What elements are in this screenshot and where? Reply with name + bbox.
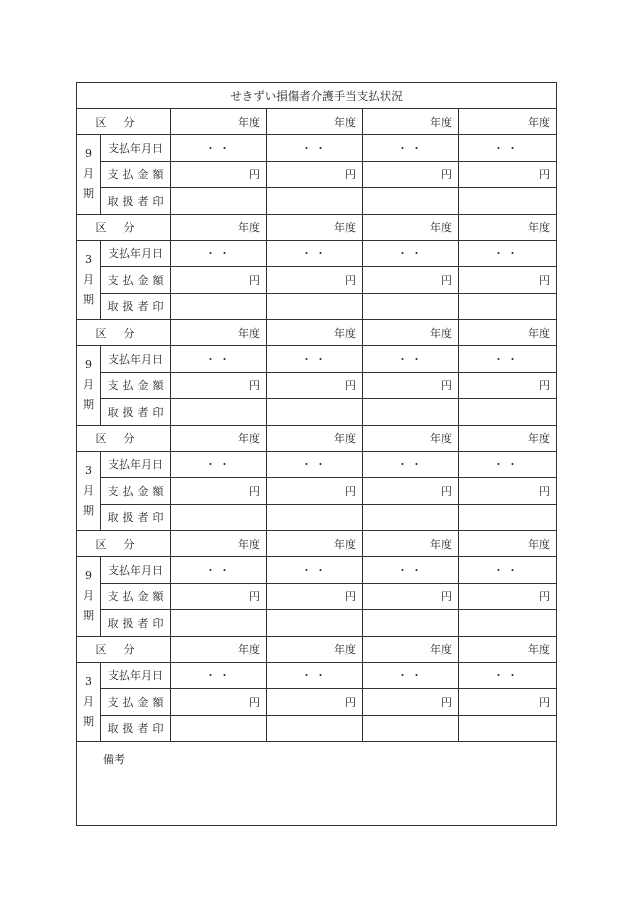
payment-amount-field[interactable] [363, 689, 459, 715]
payment-amount-field[interactable] [363, 267, 459, 293]
period-char: 月 [83, 483, 94, 497]
payment-amount-label: 支払金額 [101, 373, 171, 399]
date-separator: ・ [507, 352, 518, 366]
date-separator: ・ [315, 141, 326, 155]
date-separator: ・ [205, 141, 216, 155]
date-separator: ・ [507, 458, 518, 472]
handler-seal-field[interactable] [171, 294, 267, 320]
handler-seal-field[interactable] [267, 505, 363, 531]
kubun-label [77, 531, 171, 556]
handler-seal-row [101, 610, 556, 637]
payment-amount-row [101, 584, 556, 611]
payment-date-field[interactable] [459, 663, 556, 689]
payment-date-field[interactable] [171, 241, 267, 267]
handler-seal-label: 取扱者印 [101, 716, 171, 742]
handler-seal-field[interactable] [459, 399, 556, 425]
period-char: 月 [83, 272, 94, 286]
payment-date-field[interactable] [459, 452, 556, 478]
date-separator: ・ [493, 458, 504, 472]
date-separator: ・ [411, 563, 422, 577]
fiscal-year-cell: 年度 [267, 531, 363, 556]
handler-seal-field[interactable] [171, 188, 267, 214]
kubun-char: 区 [95, 326, 107, 340]
date-separator: ・ [397, 352, 408, 366]
payment-date-field[interactable] [459, 241, 556, 267]
payment-date-field[interactable] [171, 346, 267, 372]
fiscal-year-cell: 年度 [171, 531, 267, 556]
yen-unit: 円 [345, 484, 356, 498]
payment-amount-field[interactable] [363, 478, 459, 504]
yen-unit: 円 [249, 484, 260, 498]
date-separator: ・ [205, 669, 216, 683]
payment-amount-label: 支払金額 [101, 267, 171, 293]
period-char: 9 [85, 147, 92, 161]
yen-unit: 円 [249, 379, 260, 393]
payment-amount-field[interactable] [459, 478, 556, 504]
period-char: 3 [85, 463, 92, 477]
period-char: 期 [83, 714, 94, 728]
payment-amount-field[interactable] [267, 478, 363, 504]
payment-amount-field[interactable] [459, 584, 556, 610]
handler-seal-field[interactable] [267, 188, 363, 214]
period-label [77, 346, 101, 426]
handler-seal-field[interactable] [363, 188, 459, 214]
fiscal-year-cell: 年度 [363, 637, 459, 662]
kubun-char: 区 [95, 115, 107, 129]
date-separator: ・ [205, 563, 216, 577]
handler-seal-label: 取扱者印 [101, 188, 171, 214]
payment-date-field[interactable] [267, 346, 363, 372]
kubun-label [77, 426, 171, 451]
payment-date-field[interactable] [267, 663, 363, 689]
payment-amount-field[interactable] [459, 373, 556, 399]
payment-amount-field[interactable] [363, 584, 459, 610]
handler-seal-row [101, 188, 556, 215]
fiscal-year-cell: 年度 [363, 109, 459, 134]
yen-unit: 円 [539, 168, 550, 182]
payment-date-field[interactable] [171, 135, 267, 161]
date-separator: ・ [301, 141, 312, 155]
payment-date-label: 支払年月日 [101, 135, 171, 161]
yen-unit: 円 [539, 484, 550, 498]
payment-amount-field[interactable] [267, 162, 363, 188]
yen-unit: 円 [539, 273, 550, 287]
payment-amount-row [101, 689, 556, 716]
handler-seal-row [101, 716, 556, 743]
date-separator: ・ [301, 352, 312, 366]
handler-seal-row [101, 294, 556, 321]
payment-amount-field[interactable] [267, 267, 363, 293]
date-separator: ・ [301, 458, 312, 472]
yen-unit: 円 [249, 168, 260, 182]
period-char: 9 [85, 569, 92, 583]
date-separator: ・ [397, 563, 408, 577]
kubun-char: 分 [123, 643, 135, 656]
payment-amount-field[interactable] [171, 267, 267, 293]
yen-unit: 円 [441, 590, 452, 604]
payment-amount-field[interactable] [459, 162, 556, 188]
period-char: 月 [83, 589, 94, 603]
kubun-label [77, 215, 171, 240]
kubun-char: 分 [123, 221, 135, 234]
date-separator: ・ [493, 352, 504, 366]
kubun-char: 分 [123, 326, 135, 340]
handler-seal-field[interactable] [459, 610, 556, 636]
yen-unit: 円 [441, 168, 452, 182]
payment-amount-field[interactable] [171, 162, 267, 188]
fiscal-year-cell: 年度 [528, 221, 550, 234]
date-separator: ・ [493, 669, 504, 683]
handler-seal-field[interactable] [171, 610, 267, 636]
yen-unit: 円 [345, 273, 356, 287]
date-separator: ・ [411, 458, 422, 472]
handler-seal-field[interactable] [267, 399, 363, 425]
period-label [77, 663, 101, 743]
date-separator: ・ [507, 141, 518, 155]
fiscal-year-cell: 年度 [528, 537, 550, 551]
payment-date-row [101, 557, 556, 584]
date-separator: ・ [493, 141, 504, 155]
yen-unit: 円 [539, 695, 550, 709]
handler-seal-field[interactable] [459, 294, 556, 320]
payment-date-field[interactable] [171, 557, 267, 583]
period-char: 3 [85, 674, 92, 688]
payment-amount-label: 支払金額 [101, 689, 171, 715]
payment-amount-label: 支払金額 [101, 584, 171, 610]
date-separator: ・ [411, 669, 422, 683]
fiscal-year-cell: 年度 [363, 320, 459, 345]
date-separator: ・ [219, 352, 230, 366]
payment-date-field[interactable] [459, 346, 556, 372]
form-title: せきずい損傷者介護手当支払状況 [230, 88, 403, 103]
fiscal-year-header-row [77, 320, 556, 346]
date-separator: ・ [507, 247, 518, 261]
payment-date-field[interactable] [171, 452, 267, 478]
kubun-char: 分 [123, 115, 135, 129]
payment-date-field[interactable] [459, 135, 556, 161]
handler-seal-field[interactable] [363, 505, 459, 531]
handler-seal-row [101, 505, 556, 532]
payment-amount-row [101, 478, 556, 505]
handler-seal-label: 取扱者印 [101, 505, 171, 531]
handler-seal-field[interactable] [363, 610, 459, 636]
handler-seal-field[interactable] [459, 716, 556, 742]
yen-unit: 円 [345, 695, 356, 709]
yen-unit: 円 [345, 379, 356, 393]
date-separator: ・ [315, 247, 326, 261]
payment-amount-label: 支払金額 [101, 478, 171, 504]
fiscal-year-cell: 年度 [528, 326, 550, 340]
handler-seal-field[interactable] [267, 610, 363, 636]
date-separator: ・ [205, 247, 216, 261]
payment-date-label: 支払年月日 [101, 241, 171, 267]
yen-unit: 円 [249, 590, 260, 604]
yen-unit: 円 [441, 484, 452, 498]
payment-amount-field[interactable] [171, 478, 267, 504]
payment-date-label: 支払年月日 [101, 346, 171, 372]
fiscal-year-cell: 年度 [267, 320, 363, 345]
date-separator: ・ [219, 563, 230, 577]
date-separator: ・ [493, 247, 504, 261]
date-separator: ・ [315, 669, 326, 683]
payment-amount-field[interactable] [171, 373, 267, 399]
payment-date-field[interactable] [267, 135, 363, 161]
payment-amount-field[interactable] [363, 373, 459, 399]
payment-date-field[interactable] [267, 241, 363, 267]
date-separator: ・ [507, 563, 518, 577]
fiscal-year-cell: 年度 [363, 426, 459, 451]
date-separator: ・ [397, 141, 408, 155]
handler-seal-field[interactable] [267, 716, 363, 742]
fiscal-year-cell: 年度 [363, 531, 459, 556]
handler-seal-label: 取扱者印 [101, 610, 171, 636]
period-char: 期 [83, 187, 94, 201]
payment-date-row [101, 135, 556, 162]
date-separator: ・ [411, 352, 422, 366]
payment-amount-field[interactable] [459, 267, 556, 293]
form-title-row [77, 83, 556, 109]
payment-date-row [101, 663, 556, 690]
date-separator: ・ [205, 352, 216, 366]
kubun-label [77, 637, 171, 662]
period-char: 月 [83, 694, 94, 708]
payment-date-label: 支払年月日 [101, 663, 171, 689]
date-separator: ・ [219, 669, 230, 683]
payment-date-field[interactable] [363, 452, 459, 478]
payment-date-field[interactable] [171, 663, 267, 689]
period-label [77, 452, 101, 532]
date-separator: ・ [493, 563, 504, 577]
fiscal-year-header-row [77, 531, 556, 557]
handler-seal-field[interactable] [171, 505, 267, 531]
date-separator: ・ [315, 563, 326, 577]
handler-seal-label: 取扱者印 [101, 294, 171, 320]
date-separator: ・ [301, 247, 312, 261]
fiscal-year-cell: 年度 [528, 115, 550, 129]
payment-amount-field[interactable] [171, 584, 267, 610]
handler-seal-field[interactable] [171, 716, 267, 742]
payment-amount-row [101, 267, 556, 294]
handler-seal-row [101, 399, 556, 426]
fiscal-year-cell: 年度 [171, 215, 267, 240]
fiscal-year-header-row [77, 637, 556, 663]
payment-date-field[interactable] [363, 663, 459, 689]
remarks-area[interactable] [77, 742, 556, 825]
period-label [77, 135, 101, 215]
date-separator: ・ [397, 669, 408, 683]
kubun-char: 分 [123, 432, 135, 445]
payment-date-field[interactable] [267, 452, 363, 478]
payment-date-field[interactable] [267, 557, 363, 583]
kubun-char: 区 [95, 221, 107, 234]
yen-unit: 円 [539, 379, 550, 393]
period-char: 期 [83, 609, 94, 623]
payment-date-label: 支払年月日 [101, 557, 171, 583]
payment-date-field[interactable] [459, 557, 556, 583]
payment-amount-field[interactable] [459, 689, 556, 715]
period-label [77, 557, 101, 637]
fiscal-year-header-row [77, 426, 556, 452]
date-separator: ・ [411, 141, 422, 155]
handler-seal-field[interactable] [363, 399, 459, 425]
fiscal-year-cell: 年度 [528, 643, 550, 656]
payment-amount-field[interactable] [267, 689, 363, 715]
handler-seal-field[interactable] [459, 188, 556, 214]
payment-amount-row [101, 373, 556, 400]
fiscal-year-cell: 年度 [171, 426, 267, 451]
yen-unit: 円 [441, 379, 452, 393]
payment-date-row [101, 452, 556, 479]
payment-amount-field[interactable] [267, 584, 363, 610]
date-separator: ・ [315, 352, 326, 366]
payment-amount-field[interactable] [363, 162, 459, 188]
payment-amount-label: 支払金額 [101, 162, 171, 188]
payment-status-form [76, 82, 557, 826]
fiscal-year-cell: 年度 [171, 637, 267, 662]
date-separator: ・ [397, 247, 408, 261]
kubun-label [77, 109, 171, 134]
payment-amount-field[interactable] [267, 373, 363, 399]
period-char: 3 [85, 252, 92, 266]
handler-seal-field[interactable] [267, 294, 363, 320]
fiscal-year-cell: 年度 [171, 320, 267, 345]
fiscal-year-cell: 年度 [171, 109, 267, 134]
yen-unit: 円 [249, 695, 260, 709]
kubun-label [77, 320, 171, 345]
date-separator: ・ [219, 141, 230, 155]
date-separator: ・ [397, 458, 408, 472]
yen-unit: 円 [345, 590, 356, 604]
payment-date-row [101, 241, 556, 268]
period-char: 期 [83, 292, 94, 306]
payment-amount-field[interactable] [171, 689, 267, 715]
payment-date-label: 支払年月日 [101, 452, 171, 478]
date-separator: ・ [315, 458, 326, 472]
fiscal-year-cell: 年度 [363, 215, 459, 240]
date-separator: ・ [219, 458, 230, 472]
yen-unit: 円 [345, 168, 356, 182]
remarks-label: 備考 [103, 753, 125, 766]
payment-date-field[interactable] [363, 241, 459, 267]
kubun-char: 分 [123, 537, 135, 551]
yen-unit: 円 [539, 590, 550, 604]
period-char: 9 [85, 358, 92, 372]
kubun-char: 区 [95, 643, 107, 656]
date-separator: ・ [219, 247, 230, 261]
fiscal-year-cell: 年度 [267, 215, 363, 240]
yen-unit: 円 [441, 273, 452, 287]
fiscal-year-cell: 年度 [267, 637, 363, 662]
yen-unit: 円 [441, 695, 452, 709]
handler-seal-label: 取扱者印 [101, 399, 171, 425]
handler-seal-field[interactable] [363, 716, 459, 742]
period-char: 期 [83, 398, 94, 412]
handler-seal-field[interactable] [171, 399, 267, 425]
date-separator: ・ [301, 669, 312, 683]
payment-amount-row [101, 162, 556, 189]
period-label [77, 241, 101, 321]
fiscal-year-header-row [77, 215, 556, 241]
date-separator: ・ [507, 669, 518, 683]
handler-seal-field[interactable] [459, 505, 556, 531]
payment-date-row [101, 346, 556, 373]
kubun-char: 区 [95, 537, 107, 551]
payment-date-field[interactable] [363, 346, 459, 372]
date-separator: ・ [301, 563, 312, 577]
payment-date-field[interactable] [363, 557, 459, 583]
fiscal-year-cell: 年度 [267, 109, 363, 134]
yen-unit: 円 [249, 273, 260, 287]
period-char: 期 [83, 503, 94, 517]
period-char: 月 [83, 167, 94, 181]
date-separator: ・ [411, 247, 422, 261]
date-separator: ・ [205, 458, 216, 472]
kubun-char: 区 [95, 432, 107, 445]
handler-seal-field[interactable] [363, 294, 459, 320]
fiscal-year-cell: 年度 [267, 426, 363, 451]
fiscal-year-cell: 年度 [528, 432, 550, 445]
fiscal-year-header-row [77, 109, 556, 135]
payment-date-field[interactable] [363, 135, 459, 161]
period-char: 月 [83, 378, 94, 392]
